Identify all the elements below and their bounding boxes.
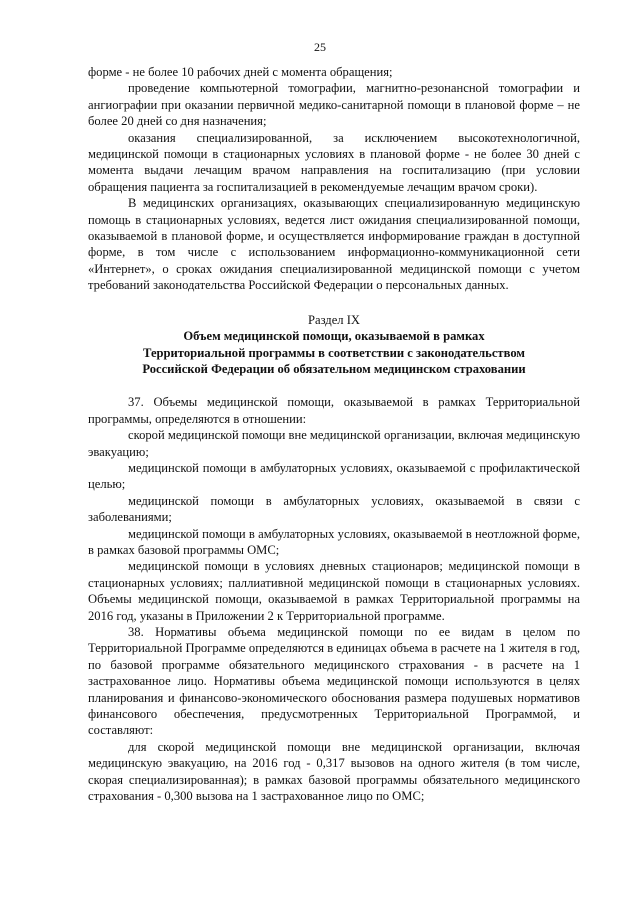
section-title-line: Российской Федерации об обязательном медицинском страховании bbox=[142, 361, 526, 376]
bottom-paragraphs bbox=[88, 394, 580, 804]
paragraph: проведение компьютерной томографии, магнитно-резонансной томографии и ангиографии при оказании первичной медико-санитарной помощи в плановой форме – не более 20 дней со дня назначения; bbox=[88, 81, 580, 129]
paragraph: оказания специализированной, за исключением высокотехнологичной, медицинской помощи в стационарных условиях в плановой форме - не более 30 дней с момента выдачи лечащим врачом направления на госпитализацию (при условии обращения пациента за госпитализацией в рекомендуемые лечащим врачом сроки). bbox=[88, 130, 580, 194]
section-title-line: Территориальной программы в соответствии с законодательством bbox=[143, 345, 525, 360]
section-number: Раздел IX bbox=[307, 312, 361, 327]
paragraph: медицинской помощи в амбулаторных условиях, оказываемой с профилактической целью; bbox=[88, 460, 580, 492]
section-title bbox=[88, 328, 580, 377]
paragraph: 37. Объемы медицинской помощи, оказываемой в рамках Территориальной программы, определяются в отношении: bbox=[88, 395, 580, 426]
top-paragraphs bbox=[88, 64, 580, 294]
paragraph: медицинской помощи в амбулаторных условиях, оказываемой в неотложной форме, в рамках базовой программы ОМС; bbox=[88, 526, 580, 557]
body-text bbox=[88, 0, 580, 804]
paragraph: 38. Нормативы объема медицинской помощи по ее видам в целом по Территориальной Программе определяются в единицах объема в расчете на 1 жителя в год, по базовой программе обязательного медицинского страхования - в расчете на 1 застрахованное лицо. Нормативы объема медицинской помощи используются в целях планирования и финансово-экономического обоснования размера подушевых нормативов финансового обеспечения, предусмотренных Территориальной Программой, и составляют: bbox=[88, 625, 580, 738]
paragraph: медицинской помощи в амбулаторных условиях, оказываемой в связи с заболеваниями; bbox=[88, 493, 580, 525]
paragraph: медицинской помощи в условиях дневных стационаров; медицинской помощи в стационарных условиях; паллиативной медицинской помощи в стационарных условиях. Объемы медицинской помощи, оказываемой в рамках Территориальной программы на 2016 год, указаны в Приложении 2 к Территориальной программе. bbox=[88, 559, 580, 623]
paragraph: форме - не более 10 рабочих дней с момента обращения; bbox=[88, 65, 393, 79]
page-number: 25 bbox=[314, 40, 326, 54]
section-title-line: Объем медицинской помощи, оказываемой в рамках bbox=[183, 329, 485, 344]
paragraph: В медицинских организациях, оказывающих специализированную медицинскую помощь в стационарных условиях, ведется лист ожидания специализированной помощи, оказываемой в плановой форме, и осуществляется информирование граждан в доступной форме, в том числе с использованием информационно-коммуникационной сети «Интернет», о сроках ожидания специализированной медицинской помощи с учетом требований законодательства Российской Федерации о персональных данных. bbox=[88, 196, 580, 293]
paragraph: для скорой медицинской помощи вне медицинской организации, включая медицинскую эвакуацию, на 2016 год - 0,317 вызовов на одного жителя (в том числе, скорая специализированная); в рамках базовой программы обязательного медицинского страхования - 0,300 вызова на 1 застрахованное лицо по ОМС; bbox=[88, 739, 580, 804]
section-heading bbox=[88, 312, 580, 378]
paragraph: скорой медицинской помощи вне медицинской организации, включая медицинскую эвакуацию; bbox=[88, 428, 580, 459]
